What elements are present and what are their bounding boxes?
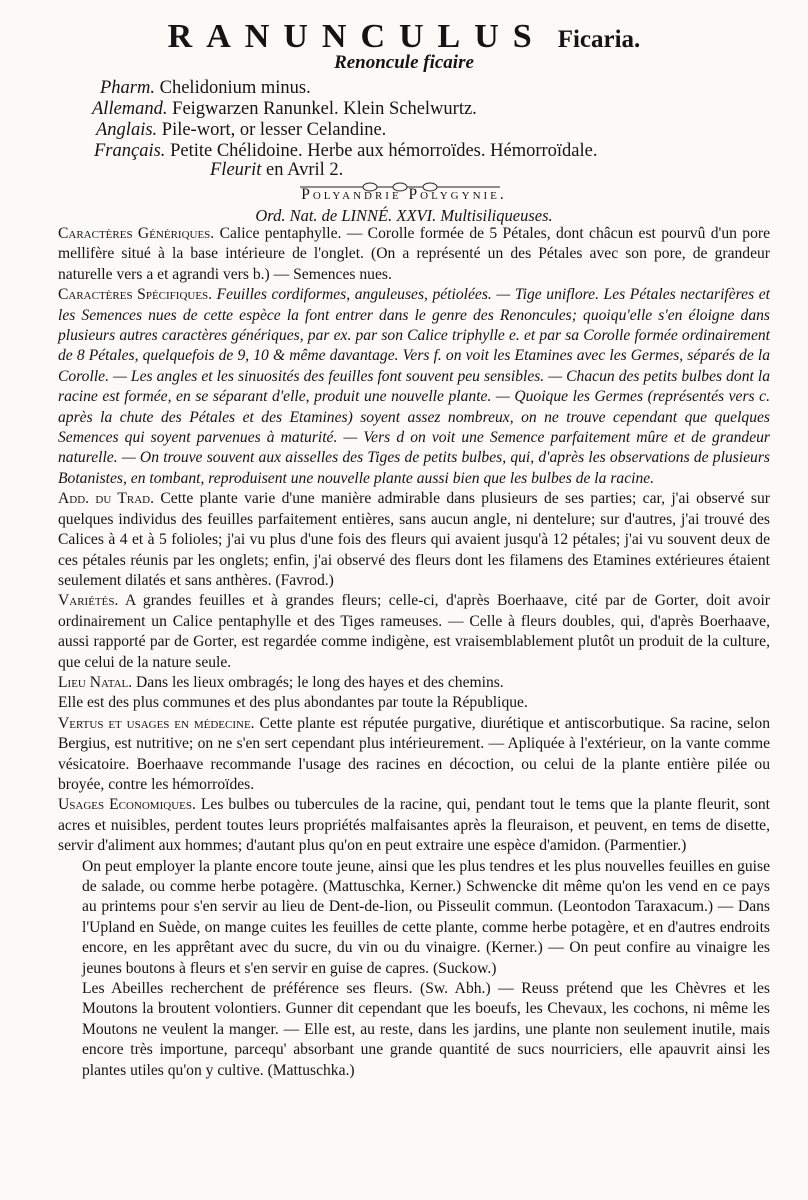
name-text: Pile-wort, or lesser Celandine.	[161, 120, 387, 140]
natural-order: Ord. Nat. de LINNÉ. XXVI. Multisiliqueuses.	[255, 206, 553, 225]
paragraph-text: Elle est des plus communes et des plus abondantes par toute la République.	[58, 694, 528, 712]
species-name: Ficaria.	[557, 26, 641, 53]
language-label: Anglais.	[96, 120, 158, 140]
page-title	[0, 18, 808, 56]
paragraph-text: A grandes feuilles et à grandes fleurs; celle-ci, d'après Boerhaave, cité par de Gorter, doit avoir ordinairement un Calice pentaphylle et des Tiges rameuses. — Celle à fleurs doubles, qui, d'après Boerhaave, aussi rapporté par de Gorter, est regardée comme indigène, est vraisemblablement plutôt un produit de la culture, que celui de la nature seule.	[58, 592, 770, 671]
paragraph-text: Cette plante est réputée purgative, diurétique et antiscorbutique. Sa racine, selon Bergius, est nutritive; on ne s'en sert cependant plus intérieurement. — Apliquée à l'extérieur, on la vante comme vésicatoire. Boerhaave recommande l'usage des racines en décoction, ou celui de la plante entière pilée ou broyée, contre les hémorroïdes.	[58, 714, 770, 793]
language-label: Pharm.	[100, 78, 155, 98]
name-line	[92, 141, 732, 162]
paragraph-text: Les Abeilles recherchent de préférence ses fleurs. (Sw. Abh.) — Reuss prétend que les Chèvres et les Moutons la broutent volontiers. Gunner dit cependant que les boeufs, les Chevaux, les cochons, ni même les Moutons ne veulent la manger. — Elle est, au reste, dans les jardins, une plante non seulement inutile, mais encore très importune, parcequ' absorbant une grande quantité de sucs nourriciers, elle apauvrit ainsi les plantes utiles qu'on y cultive. (Mattuschka.)	[82, 980, 770, 1079]
paragraph-heading: Add. du Trad.	[58, 490, 155, 508]
name-text: Chelidonium minus.	[159, 78, 311, 98]
name-text: Feigwarzen Ranunkel. Klein Schelwurtz.	[172, 99, 477, 119]
paragraph-habitat	[58, 673, 770, 693]
genus-name: RANUNCULUS	[167, 18, 546, 55]
paragraph-heading: Caractères Spécifiques.	[58, 286, 213, 304]
vernacular-names	[92, 78, 732, 162]
paragraph-heading: Vertus et usages en médecine.	[58, 714, 255, 732]
language-label: Français.	[94, 141, 166, 161]
name-line	[92, 120, 732, 141]
paragraph-text: Cette plante varie d'une manière admirable dans plusieurs de ses parties; car, j'ai observé sur quelques individus des feuilles parfaitement entières, sans aucun angle, ni dentelure; sur d'autres, j'ai trouvé des Calices à 4 et à 5 folioles; j'ai vu plus d'une fois des fleurs qui avaient jusqu'à 12 pétales; j'ai vu souvent deux de ces pétales réunis par les onglets; enfin, j'ai observé des fleurs dont les filamens des Etamines extérieures étaient seulement dilatés et sans anthères. (Favrod.)	[58, 490, 770, 589]
name-line	[92, 99, 732, 120]
paragraph-text: On peut employer la plante encore toute jeune, ainsi que les plus tendres et les plus nouvelles feuilles en guise de salade, ou comme herbe potagère. (Mattuschka, Kerner.) Schwencke dit même qu'on les vend en ce pays au printems pour s'en servir au lieu de Dent-de-lion, ou Pisseulit commun. (Leontodon Taraxacum.) — Dans l'Upland en Suède, on mange cuites les feuilles de cette plante, comme herbe potagère, et en d'autres endroits encore, en les apprêtant avec du sucre, du vin ou du vinaigre. (Kerner.) — On peut confire au vinaigre les jeunes boutons à fleurs et s'en servir en guise de capres. (Suckow.)	[82, 857, 770, 977]
paragraph-heading: Caractères Génériques.	[58, 225, 215, 242]
language-label: Allemand.	[92, 99, 168, 119]
paragraph-text: Dans les lieux ombragés; le long des hayes et des chemins.	[136, 673, 504, 691]
paragraph-heading: Variétés.	[58, 592, 119, 610]
paragraph-specific	[58, 285, 770, 489]
paragraph-generic	[58, 224, 770, 285]
paragraph-culinary	[58, 857, 770, 979]
paragraph-economic	[58, 795, 770, 856]
paragraph-heading: Lieu Natal.	[58, 673, 133, 691]
paragraph-animals	[58, 979, 770, 1081]
flowering-text: en Avril 2.	[266, 160, 344, 180]
paragraph-text: Calice pentaphylle. — Corolle formée de 5 Pétales, dont châcun est pourvû d'un pore mellifère situé à la base intérieure de l'onglet. (On a représenté un des Pétales avec son pore, de grandeur naturelle vers a et agrandi vers b.) — Semences nues.	[58, 225, 770, 283]
flowering-time	[210, 160, 343, 181]
french-common-name: Renoncule ficaire	[334, 52, 474, 73]
paragraph-varieties	[58, 591, 770, 673]
flowering-label: Fleurit	[210, 160, 262, 180]
name-line	[92, 78, 732, 99]
paragraph-heading: Usages Economiques.	[58, 796, 196, 814]
body-text	[58, 224, 770, 1081]
paragraph-text: Feuilles cordiformes, anguleuses, pétiolées. — Tige uniflore. Les Pétales nectarifères et les Semences nues de cette espèce la font entrer dans le genre des Renoncules; quoiqu'elle s'en éloigne dans plusieurs autres caractères génériques, par ex. par son Calice triphylle e. et par sa Corolle formée ordinairement de 8 Pétales, quelquefois de 9, 10 & même davantage. Vers f. on voit les Etamines avec les Germes, séparés de la Corolle. — Les angles et les sinuosités des feuilles font souvent peu sensibles. — Chacun des petits bulbes dont la racine est formée, en se séparant d'elle, produit une nouvelle plante. — Quoique les Germes (représentés vers c. après la chute des Pétales et des Etamines) soyent assez nombreux, on ne trouve cependant que quelques Semences qui soyent parvenues à maturité. — Vers d on voit une Semence parfaitement mûre et de grandeur naturelle. — On trouve souvent aux aisselles des Tiges de petits bulbes, qui, d'après les observations de plusieurs Botanistes, en tombant, reproduisent une nouvelle plante aussi bien que les bulbes de la racine.	[58, 286, 770, 487]
paragraph-habitat-2	[58, 693, 770, 713]
linnaean-class: Polyandrie Polygynie.	[301, 186, 507, 203]
name-text: Petite Chélidoine. Herbe aux hémorroïdes. Hémorroïdale.	[170, 141, 598, 161]
paragraph-translator	[58, 489, 770, 591]
paragraph-text: Les bulbes ou tubercules de la racine, qui, pendant tout le tems que la plante fleurit, sont acres et nuisibles, perdent toutes leurs propriétés malfaisantes après la fleuraison, et peuvent, en tems de disette, servir d'aliment aux hommes; d'autant plus qu'on en peut extraire une espèce d'amidon. (Parmentier.)	[58, 796, 771, 855]
paragraph-medicine	[58, 714, 770, 796]
